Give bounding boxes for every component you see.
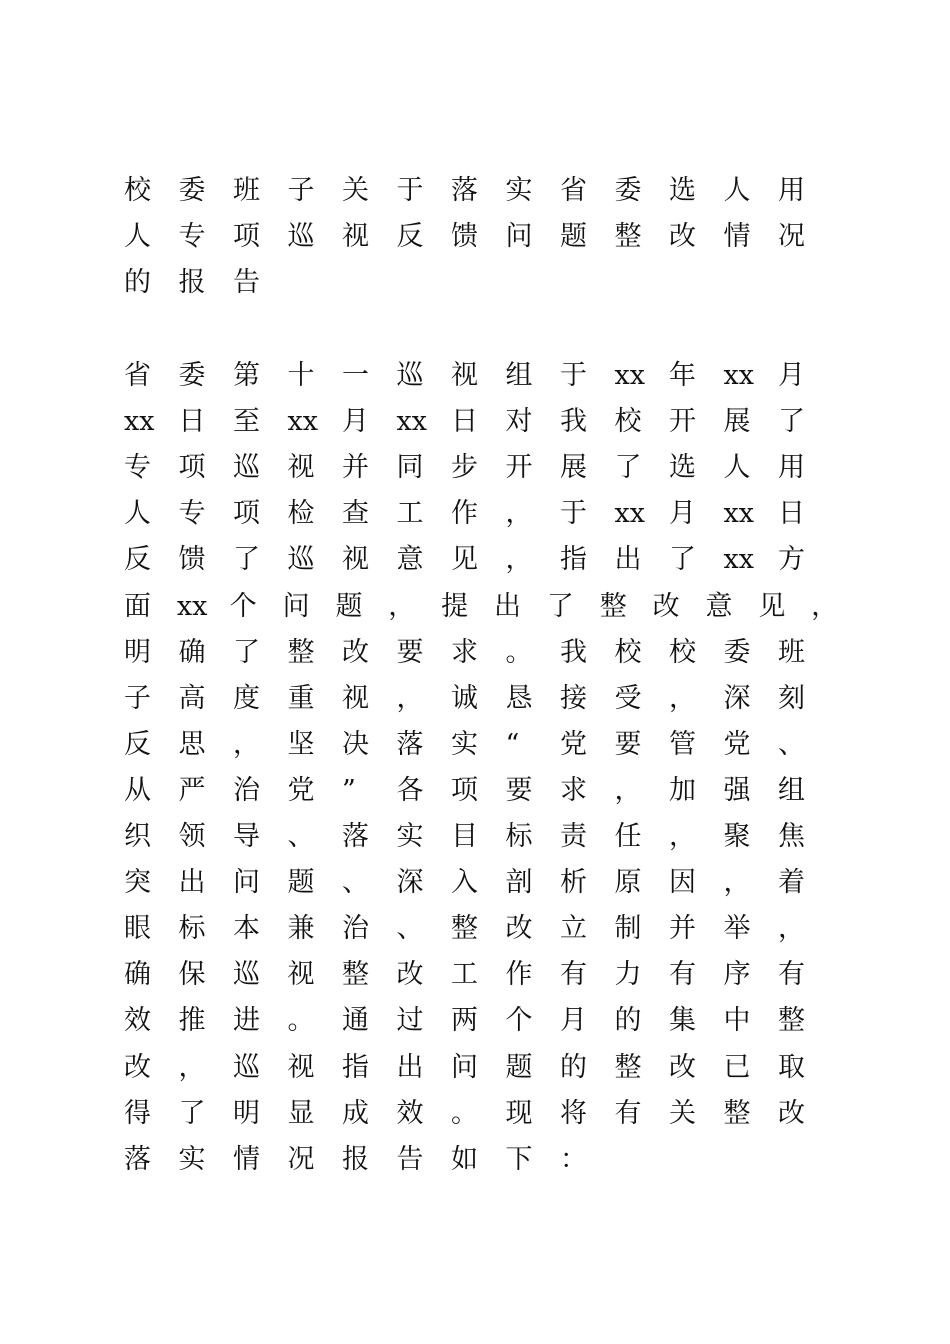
body-char: 力: [614, 959, 642, 991]
body-char: 刻: [778, 682, 805, 714]
body-char: 省: [124, 360, 151, 391]
body-char: 用: [778, 452, 805, 484]
body-char: 出: [396, 1051, 424, 1083]
body-char: 进: [233, 1005, 260, 1037]
body-char: 强: [723, 774, 751, 806]
body-char: 馈: [178, 544, 206, 576]
body-char: 了: [178, 1097, 206, 1129]
body-char: 至: [233, 406, 260, 438]
body-char: 思: [178, 728, 206, 760]
body-char: xx: [723, 360, 754, 391]
body-char: 深: [396, 867, 424, 899]
body-char: xx: [176, 590, 208, 622]
body-char: 兼: [287, 913, 315, 945]
body-char: 问: [282, 590, 310, 622]
body-char: 要: [396, 636, 424, 668]
body-char: 立: [560, 913, 587, 945]
title-line: 的 报 告: [124, 267, 260, 299]
body-char: ，: [723, 867, 751, 899]
body-char: 告: [396, 1143, 424, 1175]
body-char: 同: [396, 452, 424, 484]
body-char: 检: [287, 498, 315, 530]
body-char: 视: [287, 959, 315, 991]
body-char: 作: [451, 498, 478, 530]
body-char: 项: [233, 498, 260, 530]
body-char: 视: [342, 544, 369, 576]
body-char: 任: [614, 821, 642, 852]
body-char: 整: [287, 636, 315, 668]
body-char: 决: [342, 728, 369, 760]
title-line: 校 委 班 子 关 于 落 实 省 委 选 人 用: [124, 175, 805, 206]
body-char: 视: [451, 360, 478, 391]
body-char: 专: [124, 452, 151, 484]
body-char: 校: [614, 406, 642, 438]
body-char: 恳: [505, 682, 533, 714]
body-char: 、: [287, 821, 315, 852]
body-line: [124, 814, 864, 860]
body-char: 人: [723, 452, 751, 484]
body-char: 党: [723, 728, 751, 760]
body-char: 整: [723, 1097, 751, 1129]
body-char: 从: [124, 774, 151, 806]
body-char: xx: [614, 360, 645, 391]
body-char: 改: [124, 1051, 151, 1083]
body-line: [124, 491, 864, 537]
body-char: xx: [614, 498, 645, 530]
body-char: 第: [233, 360, 260, 391]
body-char: ，: [233, 728, 260, 760]
body-char: 月: [778, 360, 805, 391]
body-char: 提: [441, 590, 469, 622]
body-char: 现: [505, 1097, 533, 1129]
body-char: 的: [614, 1005, 642, 1037]
body-char: ，: [778, 913, 805, 945]
body-char: ，: [396, 682, 424, 714]
body-char: 巡: [233, 1051, 260, 1083]
body-char: 项: [178, 452, 206, 484]
body-char: 实: [451, 728, 478, 760]
body-char: 开: [505, 452, 533, 484]
body-char: 整: [778, 1005, 805, 1037]
body-char: “: [505, 728, 520, 760]
body-char: 已: [723, 1051, 751, 1083]
body-char: 班: [778, 636, 805, 668]
body-char: 明: [124, 636, 151, 668]
body-char: 了: [778, 406, 805, 438]
body-char: 见: [758, 590, 786, 622]
body-char: 集: [669, 1005, 696, 1037]
body-char: 成: [342, 1097, 369, 1129]
body-char: 日: [451, 406, 478, 438]
body-char: 年: [669, 360, 696, 391]
body-char: 眼: [124, 913, 151, 945]
body-char: 目: [451, 821, 478, 852]
body-line: [124, 630, 864, 676]
body-line: [124, 952, 864, 998]
body-char: 步: [451, 452, 478, 484]
body-char: 接: [560, 682, 587, 714]
body-char: 织: [124, 821, 151, 852]
body-char: 反: [124, 544, 151, 576]
body-char: 落: [342, 821, 369, 852]
body-char: 整: [614, 1051, 642, 1083]
body-char: 改: [505, 913, 533, 945]
body-char: 下: [505, 1143, 533, 1175]
body-char: 求: [560, 774, 587, 806]
body-char: 月: [560, 1005, 587, 1037]
body-char: 问: [451, 1051, 478, 1083]
body-char: 委: [723, 636, 751, 668]
body-line: [124, 768, 864, 814]
body-line: [124, 860, 864, 906]
body-char: 一: [342, 360, 369, 391]
body-char: 序: [723, 959, 751, 991]
body-line: [124, 676, 864, 722]
body-char: 展: [560, 452, 587, 484]
body-char: 整: [599, 590, 627, 622]
body-char: 有: [560, 959, 587, 991]
body-char: ，: [505, 498, 533, 530]
body-char: 作: [505, 959, 533, 991]
body-char: 、: [396, 913, 424, 945]
title-line: 人 专 项 巡 视 反 馈 问 题 整 改 情 况: [124, 221, 805, 253]
body-char: 突: [124, 867, 151, 899]
body-char: 有: [778, 959, 805, 991]
body-char: 日: [778, 498, 805, 530]
body-char: 聚: [723, 821, 751, 852]
body-char: 改: [669, 1051, 696, 1083]
body-char: 于: [560, 498, 587, 530]
body-char: 落: [396, 728, 424, 760]
body-char: ”: [342, 774, 356, 806]
body-char: 月: [342, 406, 369, 438]
body-char: 改: [396, 959, 424, 991]
body-char: 项: [451, 774, 478, 806]
body-char: 巡: [396, 360, 424, 391]
body-char: 出: [494, 590, 522, 622]
body-char: 我: [560, 406, 587, 438]
body-char: 展: [723, 406, 751, 438]
body-char: 党: [560, 728, 587, 760]
body-char: 本: [233, 913, 260, 945]
body-char: ，: [669, 682, 696, 714]
body-char: 加: [669, 774, 696, 806]
body-char: 了: [669, 544, 696, 576]
body-char: 度: [233, 682, 260, 714]
body-char: 效: [124, 1005, 151, 1037]
body-char: 重: [287, 682, 315, 714]
body-char: 对: [505, 406, 533, 438]
body-char: 并: [342, 452, 369, 484]
body-char: 见: [451, 544, 478, 576]
body-char: ，: [669, 821, 696, 852]
body-char: 整: [451, 913, 478, 945]
body-char: 个: [229, 590, 257, 622]
body-char: 题: [335, 590, 363, 622]
body-line: [124, 445, 864, 491]
body-char: 、: [342, 867, 369, 899]
body-char: 两: [451, 1005, 478, 1037]
body-char: 委: [178, 360, 206, 391]
body-char: 校: [614, 636, 642, 668]
body-char: 诚: [451, 682, 478, 714]
body-char: ，: [505, 544, 533, 576]
body-char: 视: [342, 682, 369, 714]
body-char: 取: [778, 1051, 805, 1083]
body-char: 十: [287, 360, 315, 391]
body-char: 出: [178, 867, 206, 899]
body-char: 巡: [233, 452, 260, 484]
body-char: 党: [287, 774, 315, 806]
body-line: [124, 353, 864, 399]
body-char: 开: [669, 406, 696, 438]
body-char: ，: [614, 774, 642, 806]
body-char: 各: [396, 774, 424, 806]
body-char: 有: [614, 1097, 642, 1129]
body-char: 实: [178, 1143, 206, 1175]
body-char: 巡: [287, 544, 315, 576]
body-char: 改: [652, 590, 680, 622]
body-line: [124, 906, 864, 952]
body-char: 确: [178, 636, 206, 668]
body-char: xx: [723, 498, 754, 530]
body-char: 要: [614, 728, 642, 760]
body-char: 深: [723, 682, 751, 714]
body-char: 将: [560, 1097, 587, 1129]
body-line: [124, 1091, 864, 1137]
body-char: 因: [669, 867, 696, 899]
body-char: 指: [560, 544, 587, 576]
body-char: 标: [505, 821, 533, 852]
body-char: 治: [233, 774, 260, 806]
body-char: 面: [124, 590, 151, 622]
body-char: ，: [388, 590, 416, 622]
body-char: 题: [505, 1051, 533, 1083]
body-char: 人: [124, 498, 151, 530]
body-char: 查: [342, 498, 369, 530]
body-char: 效: [396, 1097, 424, 1129]
body-char: 月: [669, 498, 696, 530]
body-char: 得: [124, 1097, 151, 1129]
body-char: 责: [560, 821, 587, 852]
body-char: 原: [614, 867, 642, 899]
body-char: 并: [669, 913, 696, 945]
body-char: 通: [342, 1005, 369, 1037]
body-char: 方: [778, 544, 805, 576]
body-char: 了: [546, 590, 574, 622]
body-char: ，: [178, 1051, 206, 1083]
body-char: 导: [233, 821, 260, 852]
body-line: [124, 722, 864, 768]
body-char: 入: [451, 867, 478, 899]
body-char: 子: [124, 682, 151, 714]
body-char: 关: [669, 1097, 696, 1129]
body-char: 标: [178, 913, 206, 945]
body-char: 举: [723, 913, 751, 945]
body-char: 组: [505, 360, 533, 391]
body-char: 确: [124, 959, 151, 991]
body-char: 明: [233, 1097, 260, 1129]
body-char: 问: [233, 867, 260, 899]
body-char: xx: [124, 406, 155, 438]
body-char: 受: [614, 682, 642, 714]
body-char: 坚: [287, 728, 315, 760]
body-char: 专: [178, 498, 206, 530]
body-char: 改: [342, 636, 369, 668]
body-char: 有: [669, 959, 696, 991]
body-char: 保: [178, 959, 206, 991]
body-char: 高: [178, 682, 206, 714]
body-char: 巡: [233, 959, 260, 991]
body-char: 过: [396, 1005, 424, 1037]
body-char: 的: [560, 1051, 587, 1083]
body-char: 。: [287, 1005, 315, 1037]
body-line: [124, 998, 864, 1044]
body-char: 组: [778, 774, 805, 806]
body-char: 视: [287, 452, 315, 484]
body-char: ：: [560, 1143, 587, 1175]
body-char: 、: [778, 728, 805, 760]
body-line: [124, 399, 864, 445]
body-char: 工: [396, 498, 424, 530]
body-char: 校: [669, 636, 696, 668]
body-char: 报: [342, 1143, 369, 1175]
body-char: 工: [451, 959, 478, 991]
body-line: [124, 537, 864, 583]
body-char: 了: [233, 544, 260, 576]
body-char: 我: [560, 636, 587, 668]
body-char: 剖: [505, 867, 533, 899]
body-char: 整: [342, 959, 369, 991]
body-char: 显: [287, 1097, 315, 1129]
body-char: 题: [287, 867, 315, 899]
body-char: 于: [560, 360, 587, 391]
body-char: 意: [396, 544, 424, 576]
body-char: 出: [614, 544, 642, 576]
body-char: 求: [451, 636, 478, 668]
body-line: [124, 1045, 864, 1091]
body-char: 日: [178, 406, 206, 438]
body-char: 要: [505, 774, 533, 806]
body-char: 改: [778, 1097, 805, 1129]
body-char: 焦: [778, 821, 805, 852]
body-char: 如: [451, 1143, 478, 1175]
body-char: 领: [178, 821, 206, 852]
body-char: xx: [287, 406, 318, 438]
body-char: 了: [614, 452, 642, 484]
body-char: 个: [505, 1005, 533, 1037]
body-char: 视: [287, 1051, 315, 1083]
body-char: 。: [505, 636, 533, 668]
body-line: [124, 1137, 864, 1183]
body-char: 推: [178, 1005, 206, 1037]
body-char: xx: [396, 406, 427, 438]
body-char: 着: [778, 867, 805, 899]
body-line: [124, 584, 864, 630]
body-char: 制: [614, 913, 642, 945]
body-char: 反: [124, 728, 151, 760]
body-char: 意: [705, 590, 733, 622]
body-char: 情: [233, 1143, 260, 1175]
body-char: 严: [178, 774, 206, 806]
body-char: 况: [287, 1143, 315, 1175]
body-char: 治: [342, 913, 369, 945]
body-char: 选: [669, 452, 696, 484]
body-char: 中: [723, 1005, 751, 1037]
body-char: 析: [560, 867, 587, 899]
body-char: 落: [124, 1143, 151, 1175]
body-char: 了: [233, 636, 260, 668]
body-char: 实: [396, 821, 424, 852]
body-char: xx: [723, 544, 754, 576]
body-char: 指: [342, 1051, 369, 1083]
body-char: 。: [451, 1097, 478, 1129]
body-char: 管: [669, 728, 696, 760]
body-char: ，: [811, 590, 839, 622]
